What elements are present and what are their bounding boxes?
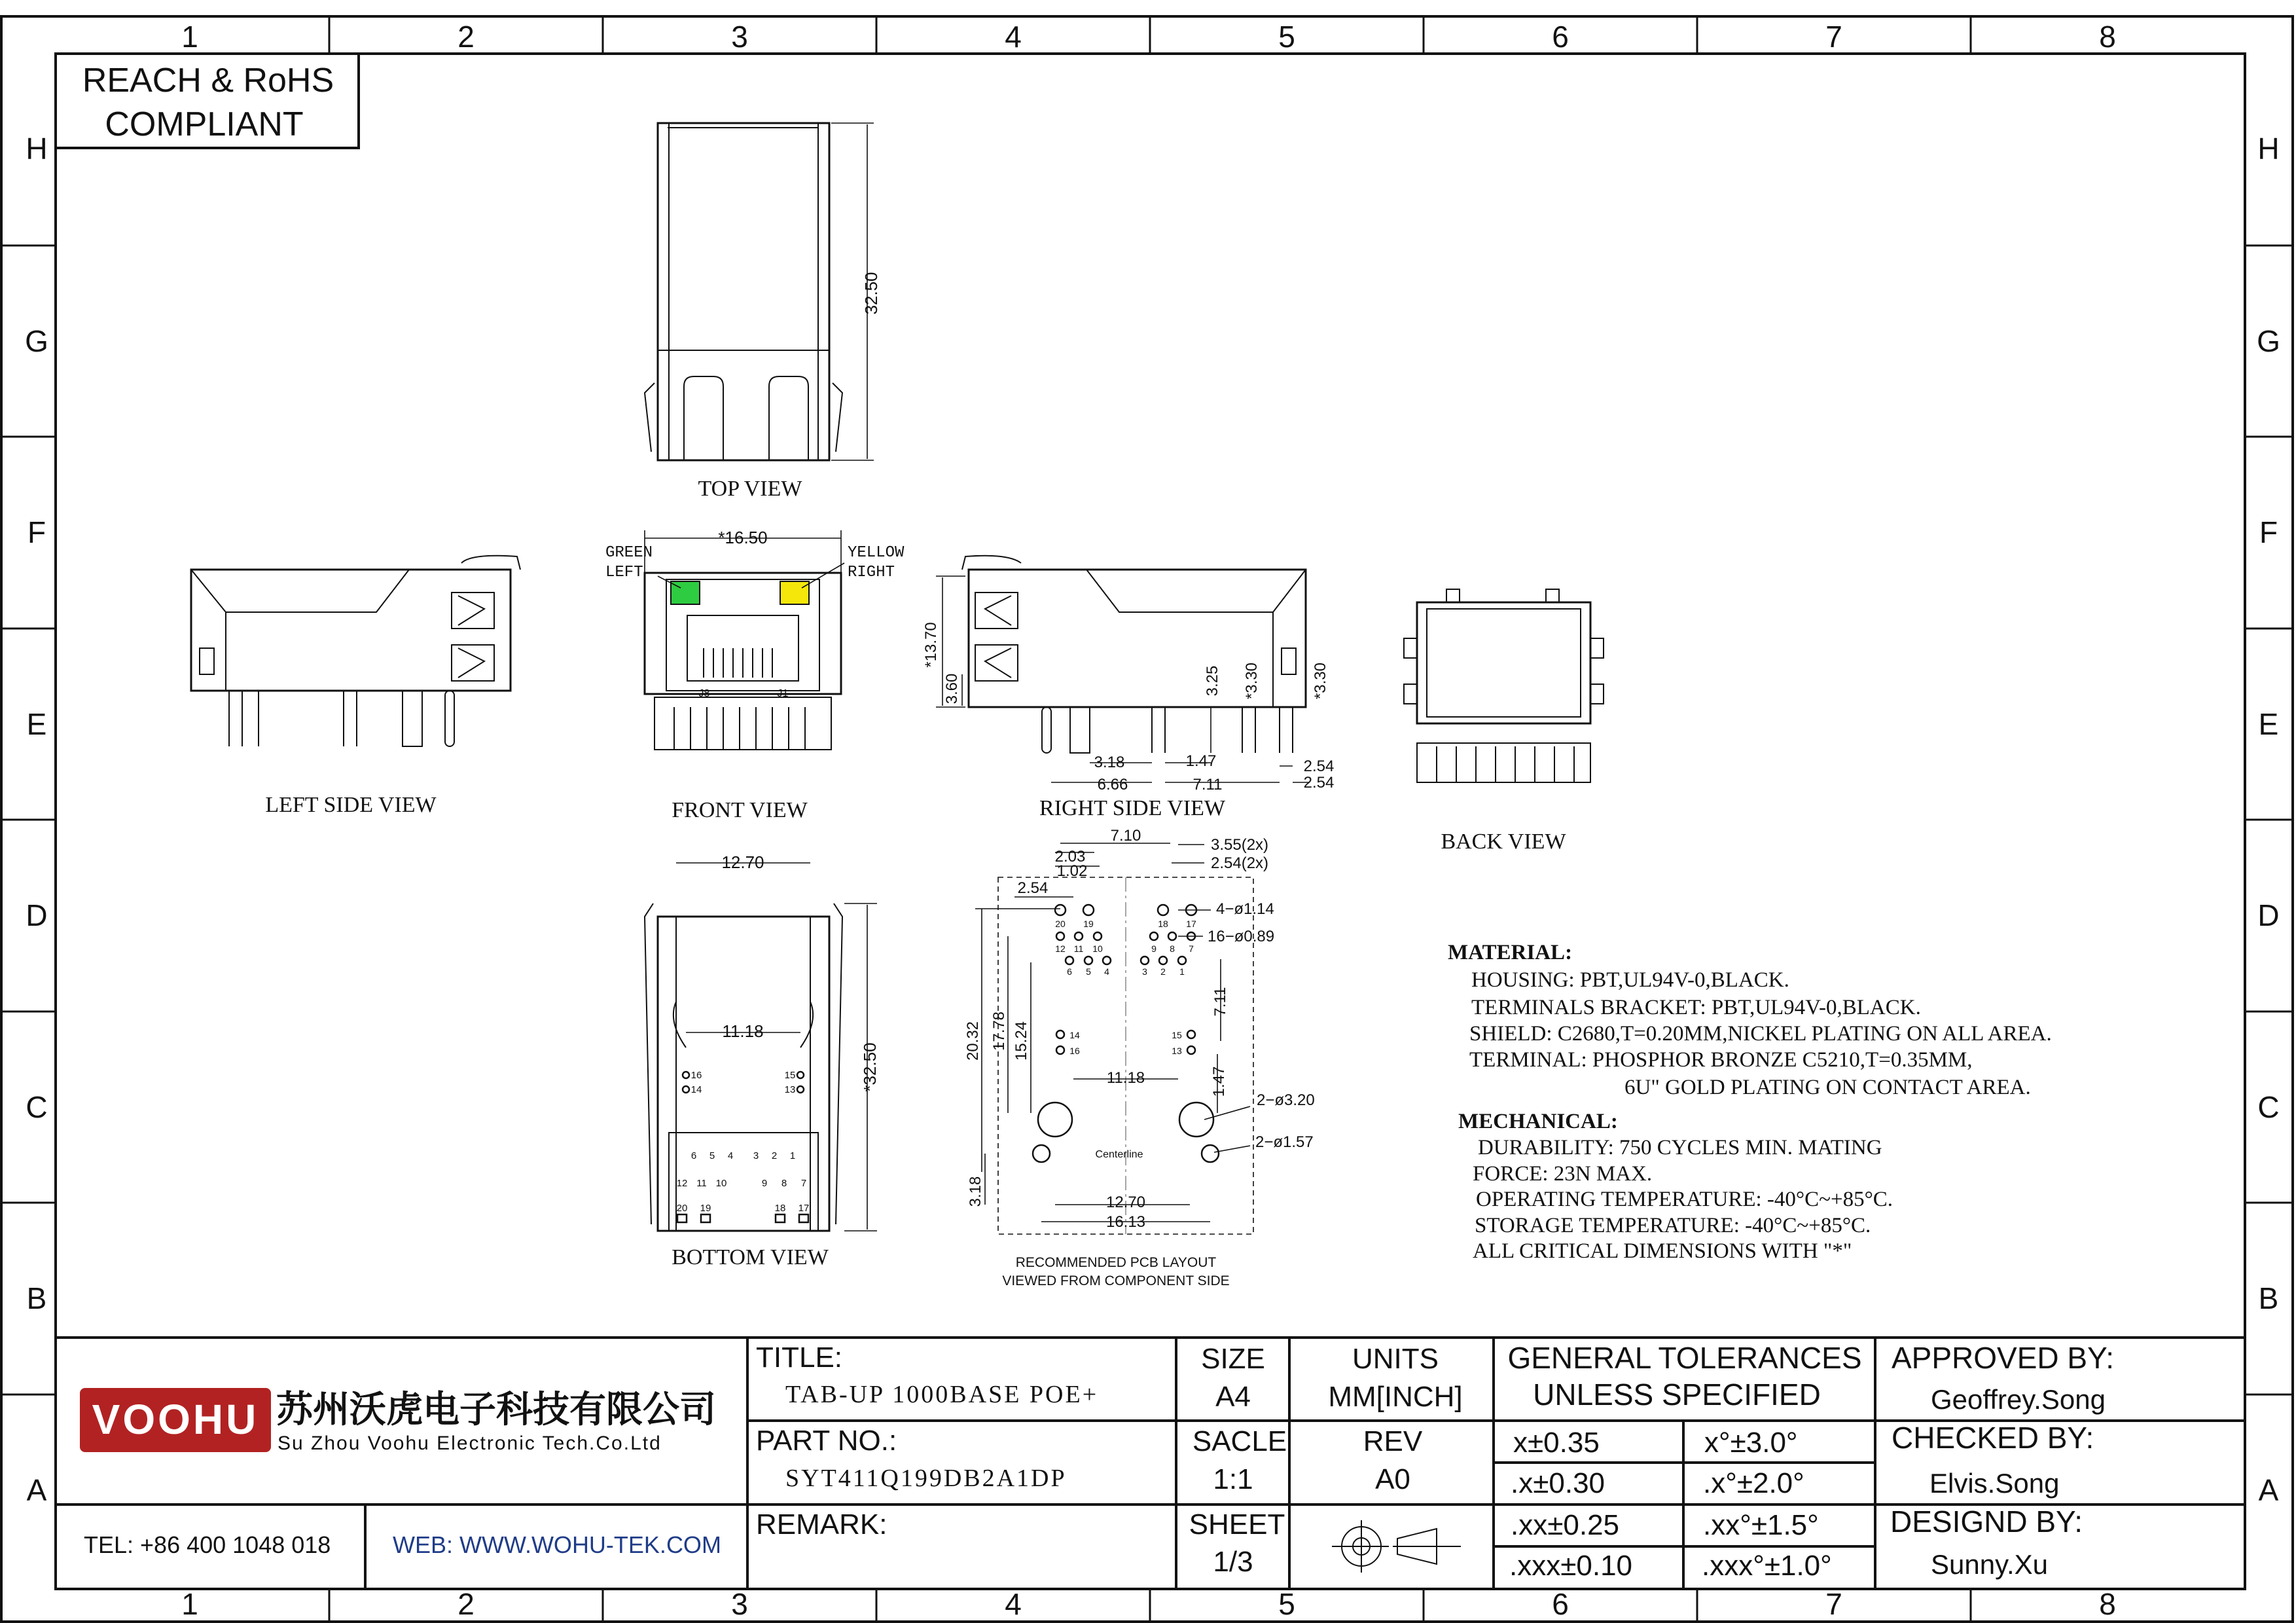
material-line: HOUSING: PBT,UL94V-0,BLACK. — [1471, 968, 1789, 992]
material-line: TERMINAL: PHOSPHOR BRONZE C5210,T=0.35MM, — [1469, 1048, 1973, 1072]
bottom-pin-label: 20 — [676, 1203, 688, 1214]
company-name-en: Su Zhou Voohu Electronic Tech.Co.Ltd — [278, 1432, 662, 1454]
pcb-low-pin-label: 2 — [1160, 966, 1166, 977]
led-yellow-label: YELLOW — [848, 544, 905, 562]
row-label: A — [2258, 1473, 2279, 1507]
pcb-top-pin-label: 17 — [1186, 919, 1196, 929]
column-labels-bottom — [181, 1587, 2116, 1621]
part-value: SYT411Q199DB2A1DP — [785, 1465, 1067, 1492]
material-line: SHIELD: C2680,T=0.20MM,NICKEL PLATING ON ALL AREA. — [1469, 1022, 2052, 1046]
col-label: 6 — [1552, 1587, 1569, 1621]
pcb-mid-hole — [1168, 932, 1176, 940]
dim-rs-height: *13.70 — [922, 622, 940, 668]
left-side-view-label: LEFT SIDE VIEW — [265, 793, 437, 817]
pcb-mid-pin-label: 8 — [1170, 943, 1175, 954]
logo-text: VOOHU — [92, 1396, 259, 1443]
bottom-pin-label: 7 — [800, 1178, 807, 1189]
material-notes — [1448, 941, 2052, 1099]
bottom-pin-label: 13 — [784, 1084, 796, 1095]
pcb-locate-hole — [1033, 1145, 1050, 1162]
dim-rs-3-30b: *3.30 — [1312, 662, 1329, 700]
dim-pcb-2-54: 2.54 — [1017, 879, 1049, 897]
bottom-pin-label: 3 — [753, 1150, 759, 1161]
pcb-top-hole — [1083, 905, 1094, 915]
left-side-view — [191, 556, 520, 817]
bottom-side-hole — [683, 1072, 689, 1078]
dim-rs-3-60: 3.60 — [943, 673, 961, 704]
bottom-pin-label: 11 — [696, 1178, 707, 1189]
row-label: C — [26, 1090, 48, 1124]
bottom-pin-label: 9 — [761, 1178, 768, 1189]
pcb-right-hole — [1187, 1046, 1195, 1054]
col-label: 1 — [181, 20, 198, 54]
dim-pcb-2-54x: 2.54(2x) — [1211, 854, 1269, 872]
row-label: D — [2257, 898, 2280, 932]
bottom-pin-label: 14 — [691, 1084, 702, 1095]
dim-pcb-1-47: 1.47 — [1210, 1066, 1228, 1097]
compliance-line1: REACH & RoHS — [82, 62, 334, 100]
tolerance-angular: x°±3.0° — [1704, 1427, 1798, 1459]
pcb-mid-pin-label: 9 — [1151, 943, 1157, 954]
rev-label: REV — [1363, 1425, 1423, 1457]
pcb-top-hole — [1158, 905, 1168, 915]
pcb-top-pin-label: 18 — [1158, 919, 1168, 929]
pcb-low-pin-label: 1 — [1179, 966, 1185, 977]
bottom-pin-label: 12 — [676, 1178, 688, 1189]
projection-symbol-icon — [1332, 1520, 1461, 1573]
pcb-left-pin-label: 14 — [1069, 1030, 1080, 1040]
mechanical-line: STORAGE TEMPERATURE: -40°C~+85°C. — [1475, 1214, 1871, 1237]
material-line: 6U" GOLD PLATING ON CONTACT AREA. — [1624, 1076, 2031, 1099]
pcb-mid-pin-label: 11 — [1073, 943, 1084, 954]
approved-value: Geoffrey.Song — [1931, 1384, 2106, 1415]
units-value: MM[INCH] — [1328, 1381, 1463, 1413]
col-label: 2 — [457, 20, 475, 54]
material-line: TERMINALS BRACKET: PBT,UL94V-0,BLACK. — [1471, 996, 1921, 1019]
dim-pcb-15-24: 15.24 — [1013, 1021, 1030, 1061]
tolerance-linear: .xx±0.25 — [1511, 1509, 1620, 1541]
row-label: B — [2258, 1281, 2279, 1315]
dim-bottom-32-50: *32.50 — [860, 1042, 880, 1092]
back-view-label: BACK VIEW — [1441, 830, 1566, 854]
bottom-pin-pad — [677, 1214, 687, 1222]
bottom-pin-label: 15 — [784, 1070, 796, 1081]
pcb-right-pin-label: 13 — [1172, 1046, 1182, 1056]
pcb-low-hole — [1141, 957, 1149, 964]
dim-bottom-11-18: 11.18 — [722, 1021, 764, 1041]
designed-label: DESIGND BY: — [1890, 1504, 2083, 1539]
pcb-left-hole — [1056, 1046, 1064, 1054]
row-label: G — [25, 324, 48, 358]
column-labels-top — [181, 20, 2116, 54]
bottom-pin-label: 10 — [715, 1178, 727, 1189]
dim-pcb-17-78: 17.78 — [990, 1011, 1008, 1051]
rev-value: A0 — [1375, 1463, 1410, 1495]
dim-top-length: 32.50 — [861, 272, 881, 315]
dim-pcb-11-18: 11.18 — [1106, 1069, 1145, 1087]
title-label: TITLE: — [756, 1341, 843, 1374]
designed-value: Sunny.Xu — [1931, 1549, 2049, 1580]
pcb-mid-hole — [1150, 932, 1158, 940]
bottom-pin-label: 5 — [709, 1150, 715, 1161]
mechanical-line: OPERATING TEMPERATURE: -40°C~+85°C. — [1476, 1188, 1893, 1211]
compliance-line2: COMPLIANT — [105, 105, 304, 143]
pcb-dimensions — [964, 827, 1315, 1288]
row-label: F — [27, 515, 46, 549]
col-label: 8 — [2099, 1587, 2116, 1621]
pcb-low-hole — [1159, 957, 1167, 964]
tolerance-linear: .xxx±0.10 — [1509, 1550, 1633, 1582]
col-label: 7 — [1825, 1587, 1842, 1621]
website: WEB: WWW.WOHU-TEK.COM — [393, 1531, 721, 1558]
title-value: TAB-UP 1000BASE POE+ — [785, 1381, 1099, 1408]
pcb-centerline: Centerline — [1095, 1149, 1143, 1160]
mechanical-line: DURABILITY: 750 CYCLES MIN. MATING — [1478, 1136, 1882, 1159]
dim-pcb-3-55: 3.55(2x) — [1211, 836, 1269, 854]
right-side-view-label: RIGHT SIDE VIEW — [1039, 796, 1225, 820]
dim-pcb-20-32: 20.32 — [964, 1021, 982, 1061]
size-label: SIZE — [1201, 1343, 1265, 1375]
dim-rs-3-30a: *3.30 — [1243, 662, 1261, 700]
row-label: A — [26, 1473, 47, 1507]
units-label: UNITS — [1352, 1343, 1439, 1375]
pcb-hole-157: 2−ø1.57 — [1255, 1133, 1314, 1151]
bottom-pin-pad — [776, 1214, 785, 1222]
pcb-top-pin-label: 19 — [1083, 919, 1094, 929]
dim-pcb-7-10: 7.10 — [1110, 827, 1141, 845]
top-view-label: TOP VIEW — [698, 477, 802, 501]
bottom-pin-label: 19 — [700, 1203, 711, 1214]
remark-label: REMARK: — [756, 1508, 888, 1541]
led-green-label: GREEN — [605, 544, 653, 562]
pcb-mid-pin-label: 12 — [1055, 943, 1066, 954]
material-title: MATERIAL: — [1448, 941, 1573, 964]
scale-label: SACLE — [1192, 1425, 1287, 1457]
dim-rs-3-18: 3.18 — [1094, 754, 1125, 771]
row-label: F — [2259, 515, 2278, 549]
pcb-low-pin-label: 5 — [1086, 966, 1091, 977]
col-label: 1 — [181, 1587, 198, 1621]
sheet-label: SHEET — [1189, 1508, 1285, 1541]
bottom-side-hole — [797, 1072, 804, 1078]
dim-rs-1-47: 1.47 — [1185, 752, 1217, 770]
dim-rs-2-54a: 2.54 — [1303, 757, 1335, 775]
col-label: 7 — [1825, 20, 1842, 54]
dim-rs-7-11: 7.11 — [1193, 776, 1223, 793]
pcb-caption-2: VIEWED FROM COMPONENT SIDE — [1002, 1273, 1230, 1288]
pcb-locate-hole — [1202, 1145, 1219, 1162]
pcb-mount-hole — [1179, 1103, 1213, 1137]
pcb-low-hole — [1085, 957, 1092, 964]
back-view — [1404, 589, 1604, 854]
row-label: B — [26, 1281, 47, 1315]
bottom-pin-label: 6 — [691, 1150, 697, 1161]
dim-pcb-12-70: 12.70 — [1105, 1194, 1146, 1211]
col-label: 3 — [731, 1587, 748, 1621]
pcb-low-pin-label: 6 — [1067, 966, 1072, 977]
col-label: 3 — [731, 20, 748, 54]
bottom-pin-label: 1 — [789, 1150, 796, 1161]
pcb-low-hole — [1066, 957, 1073, 964]
col-label: 8 — [2099, 20, 2116, 54]
approved-label: APPROVED BY: — [1892, 1341, 2115, 1375]
row-label: D — [26, 898, 48, 932]
dim-pcb-7-11: 7.11 — [1211, 987, 1229, 1017]
mechanical-notes — [1458, 1110, 1893, 1263]
pcb-mid-hole — [1075, 932, 1083, 940]
bottom-pin-label: 16 — [691, 1070, 702, 1081]
bottom-pin-group — [677, 1070, 810, 1222]
row-label: H — [2257, 132, 2280, 166]
sheet-value: 1/3 — [1213, 1546, 1253, 1578]
mechanical-line: FORCE: 23N MAX. — [1473, 1162, 1653, 1186]
pcb-hole-114: 4−ø1.14 — [1216, 900, 1274, 918]
title-block — [56, 1338, 2245, 1589]
tolerance-linear: x±0.35 — [1513, 1427, 1600, 1459]
pcb-mid-hole — [1094, 932, 1102, 940]
tolerance-angular: .x°±2.0° — [1703, 1467, 1804, 1499]
dim-front-width: *16.50 — [718, 528, 768, 547]
led-yellow-icon — [780, 581, 809, 604]
dim-rs-3-25: 3.25 — [1204, 665, 1221, 697]
bottom-pin-pad — [701, 1214, 710, 1222]
mechanical-line: ALL CRITICAL DIMENSIONS WITH "*" — [1473, 1239, 1852, 1263]
pcb-mid-pin-label: 10 — [1092, 943, 1103, 954]
mechanical-title: MECHANICAL: — [1458, 1110, 1618, 1133]
pcb-low-pin-label: 4 — [1104, 966, 1109, 977]
front-view — [605, 528, 905, 822]
bottom-pin-label: 18 — [774, 1203, 786, 1214]
row-label: H — [26, 132, 48, 166]
pcb-caption-1: RECOMMENDED PCB LAYOUT — [1015, 1255, 1217, 1270]
dim-pcb-16-13: 16.13 — [1105, 1213, 1146, 1231]
bottom-pin-label: 4 — [727, 1150, 734, 1161]
tel: TEL: +86 400 1048 018 — [84, 1531, 331, 1558]
tolerance-angular: .xx°±1.5° — [1703, 1509, 1819, 1541]
pcb-low-pin-label: 3 — [1142, 966, 1147, 977]
pcb-top-hole — [1055, 905, 1066, 915]
part-label: PART NO.: — [756, 1425, 897, 1457]
dim-rs-2-54b: 2.54 — [1303, 774, 1335, 792]
checked-label: CHECKED BY: — [1892, 1421, 2094, 1455]
tolerance-title-2: UNLESS SPECIFIED — [1533, 1377, 1821, 1412]
led-yellow-side: RIGHT — [848, 564, 895, 581]
row-label: E — [2258, 707, 2279, 741]
bottom-pin-label: 17 — [798, 1203, 810, 1214]
pcb-low-hole — [1103, 957, 1111, 964]
col-label: 4 — [1005, 20, 1022, 54]
front-j8: J8 — [698, 688, 710, 699]
tolerance-title-1: GENERAL TOLERANCES — [1507, 1341, 1862, 1375]
company-name-cn: 苏州沃虎电子科技有限公司 — [276, 1389, 716, 1430]
bottom-view-label: BOTTOM VIEW — [672, 1245, 829, 1269]
right-side-view — [922, 556, 1334, 820]
checked-value: Elvis.Song — [1929, 1468, 2060, 1499]
size-value: A4 — [1215, 1381, 1251, 1413]
dim-pcb-2-03: 2.03 — [1054, 848, 1086, 866]
pcb-top-pin-label: 20 — [1055, 919, 1066, 929]
pcb-left-hole — [1056, 1030, 1064, 1038]
dim-bottom-12-70: 12.70 — [721, 852, 764, 872]
front-j1: J1 — [777, 688, 789, 699]
pcb-left-pin-label: 16 — [1069, 1046, 1080, 1056]
led-green-side: LEFT — [605, 564, 643, 581]
col-label: 5 — [1278, 20, 1295, 54]
pcb-mount-hole — [1038, 1103, 1072, 1137]
pcb-hole-089: 16−ø0.89 — [1208, 928, 1275, 945]
row-label: G — [2257, 324, 2280, 358]
pcb-hole-320: 2−ø3.20 — [1257, 1091, 1315, 1109]
col-label: 5 — [1278, 1587, 1295, 1621]
bottom-side-hole — [797, 1086, 804, 1093]
bottom-side-hole — [683, 1086, 689, 1093]
pcb-right-hole — [1187, 1030, 1195, 1038]
row-label: E — [26, 707, 47, 741]
front-view-label: FRONT VIEW — [672, 798, 808, 822]
pcb-low-hole — [1178, 957, 1186, 964]
bottom-pin-label: 2 — [771, 1150, 778, 1161]
col-label: 4 — [1005, 1587, 1022, 1621]
col-label: 6 — [1552, 20, 1569, 54]
pcb-mid-pin-label: 7 — [1189, 943, 1194, 954]
tolerance-angular: .xxx°±1.0° — [1702, 1550, 1832, 1582]
row-label: C — [2257, 1090, 2280, 1124]
bottom-pin-pad — [799, 1214, 808, 1222]
dim-pcb-3-18: 3.18 — [967, 1176, 984, 1207]
col-label: 2 — [457, 1587, 475, 1621]
tolerance-linear: .x±0.30 — [1511, 1467, 1605, 1499]
pcb-mid-hole — [1056, 932, 1064, 940]
top-view — [645, 123, 881, 501]
compliance-box — [56, 54, 359, 148]
dim-pcb-1-02: 1.02 — [1056, 862, 1088, 880]
bottom-pin-label: 8 — [781, 1178, 787, 1189]
pcb-right-pin-label: 15 — [1172, 1030, 1182, 1040]
scale-value: 1:1 — [1213, 1463, 1253, 1495]
dim-rs-6-66: 6.66 — [1097, 776, 1128, 793]
